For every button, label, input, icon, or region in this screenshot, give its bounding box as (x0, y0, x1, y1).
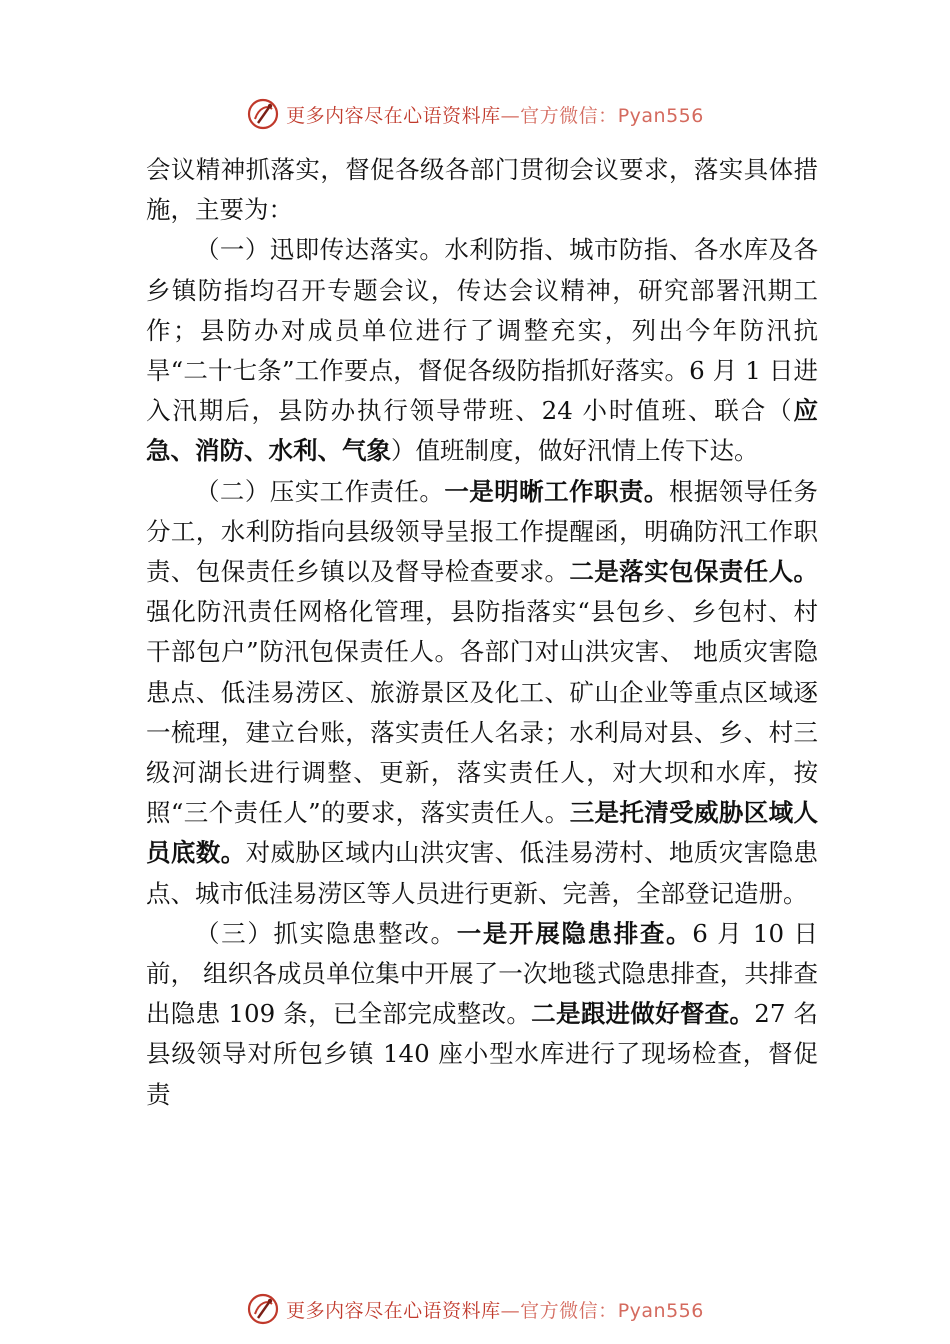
document-body (146, 150, 818, 1115)
bold-text: 一是明晰工作职责。 (444, 476, 669, 506)
bold-text: 一是开展隐患排查。 (456, 918, 693, 948)
wechat-id: Pyan556 (617, 1299, 704, 1322)
section-heading-3: （三）抓实隐患整改。 (195, 918, 457, 948)
header-banner (0, 94, 950, 134)
footer-banner (0, 1289, 950, 1329)
section-heading-1: （一）迅即传达落实。 (195, 235, 445, 265)
logo-icon (246, 97, 280, 131)
wechat-id: Pyan556 (617, 104, 704, 127)
section-heading-2: （二）压实工作责任。 (195, 476, 445, 506)
logo-icon (246, 1292, 280, 1326)
paragraph-1: 会议精神抓落实，督促各级各部门贯彻会议要求，落实具体措施，主要为： (146, 155, 818, 225)
bold-text: 二是落实包保责任人。 (569, 557, 819, 587)
banner-text: 更多内容尽在心语资料库—官方微信：Pyan556 (286, 104, 704, 127)
bold-text: 三是托清受威胁区域人员底数。 (146, 798, 818, 868)
paragraph-2: （一）迅即传达落实。水利防指、城市防指、各水库及各乡镇防指均召开专题会议，传达会议精神，研究部署汛期工作；县防办对成员单位进行了调整充实，列出今年防汛抗旱“二十七条”工作要点，督促各级防指抓好落实。6 月 1 日进入汛期后，县防办执行领导带班、24 小时值班、联合（应急、消防、水利、气象）值班制度，做好汛情上传下达。 (146, 235, 818, 466)
paragraph-3: （二）压实工作责任。一是明晰工作职责。根据领导任务分工，水利防指向县级领导呈报工作提醒函，明确防汛工作职责、包保责任乡镇以及督导检查要求。二是落实包保责任人。强化防汛责任网格化管理，县防指落实“县包乡、乡包村、村干部包户”防汛包保责任人。各部门对山洪灾害、 地质灾害隐患点、低洼易涝区、旅游景区及化工、矿山企业等重点区域逐一梳理，建立台账，落实责任人名录；水利局对县、乡、村三级河湖长进行调整、更新，落实责任人，对大坝和水库，按照“三个责任人”的要求，落实责任人。三是托清受威胁区域人员底数。对威胁区域内山洪灾害、低洼易涝村、地质灾害隐患点、城市低洼易涝区等人员进行更新、完善，全部登记造册。 (146, 476, 819, 908)
banner-text: 更多内容尽在心语资料库—官方微信：Pyan556 (286, 1299, 704, 1322)
bold-text: 二是跟进做好督查。 (531, 999, 755, 1029)
bold-text: 应急、消防、水利、气象 (146, 396, 818, 466)
paragraph-4: （三）抓实隐患整改。一是开展隐患排查。6 月 10 日前， 组织各成员单位集中开展了一次地毯式隐患排查，共排查出隐患 109 条，已全部完成整改。二是跟进做好督查。27 名县级领导对所包乡镇 140 座小型水库进行了现场检查，督促责 (146, 918, 819, 1109)
